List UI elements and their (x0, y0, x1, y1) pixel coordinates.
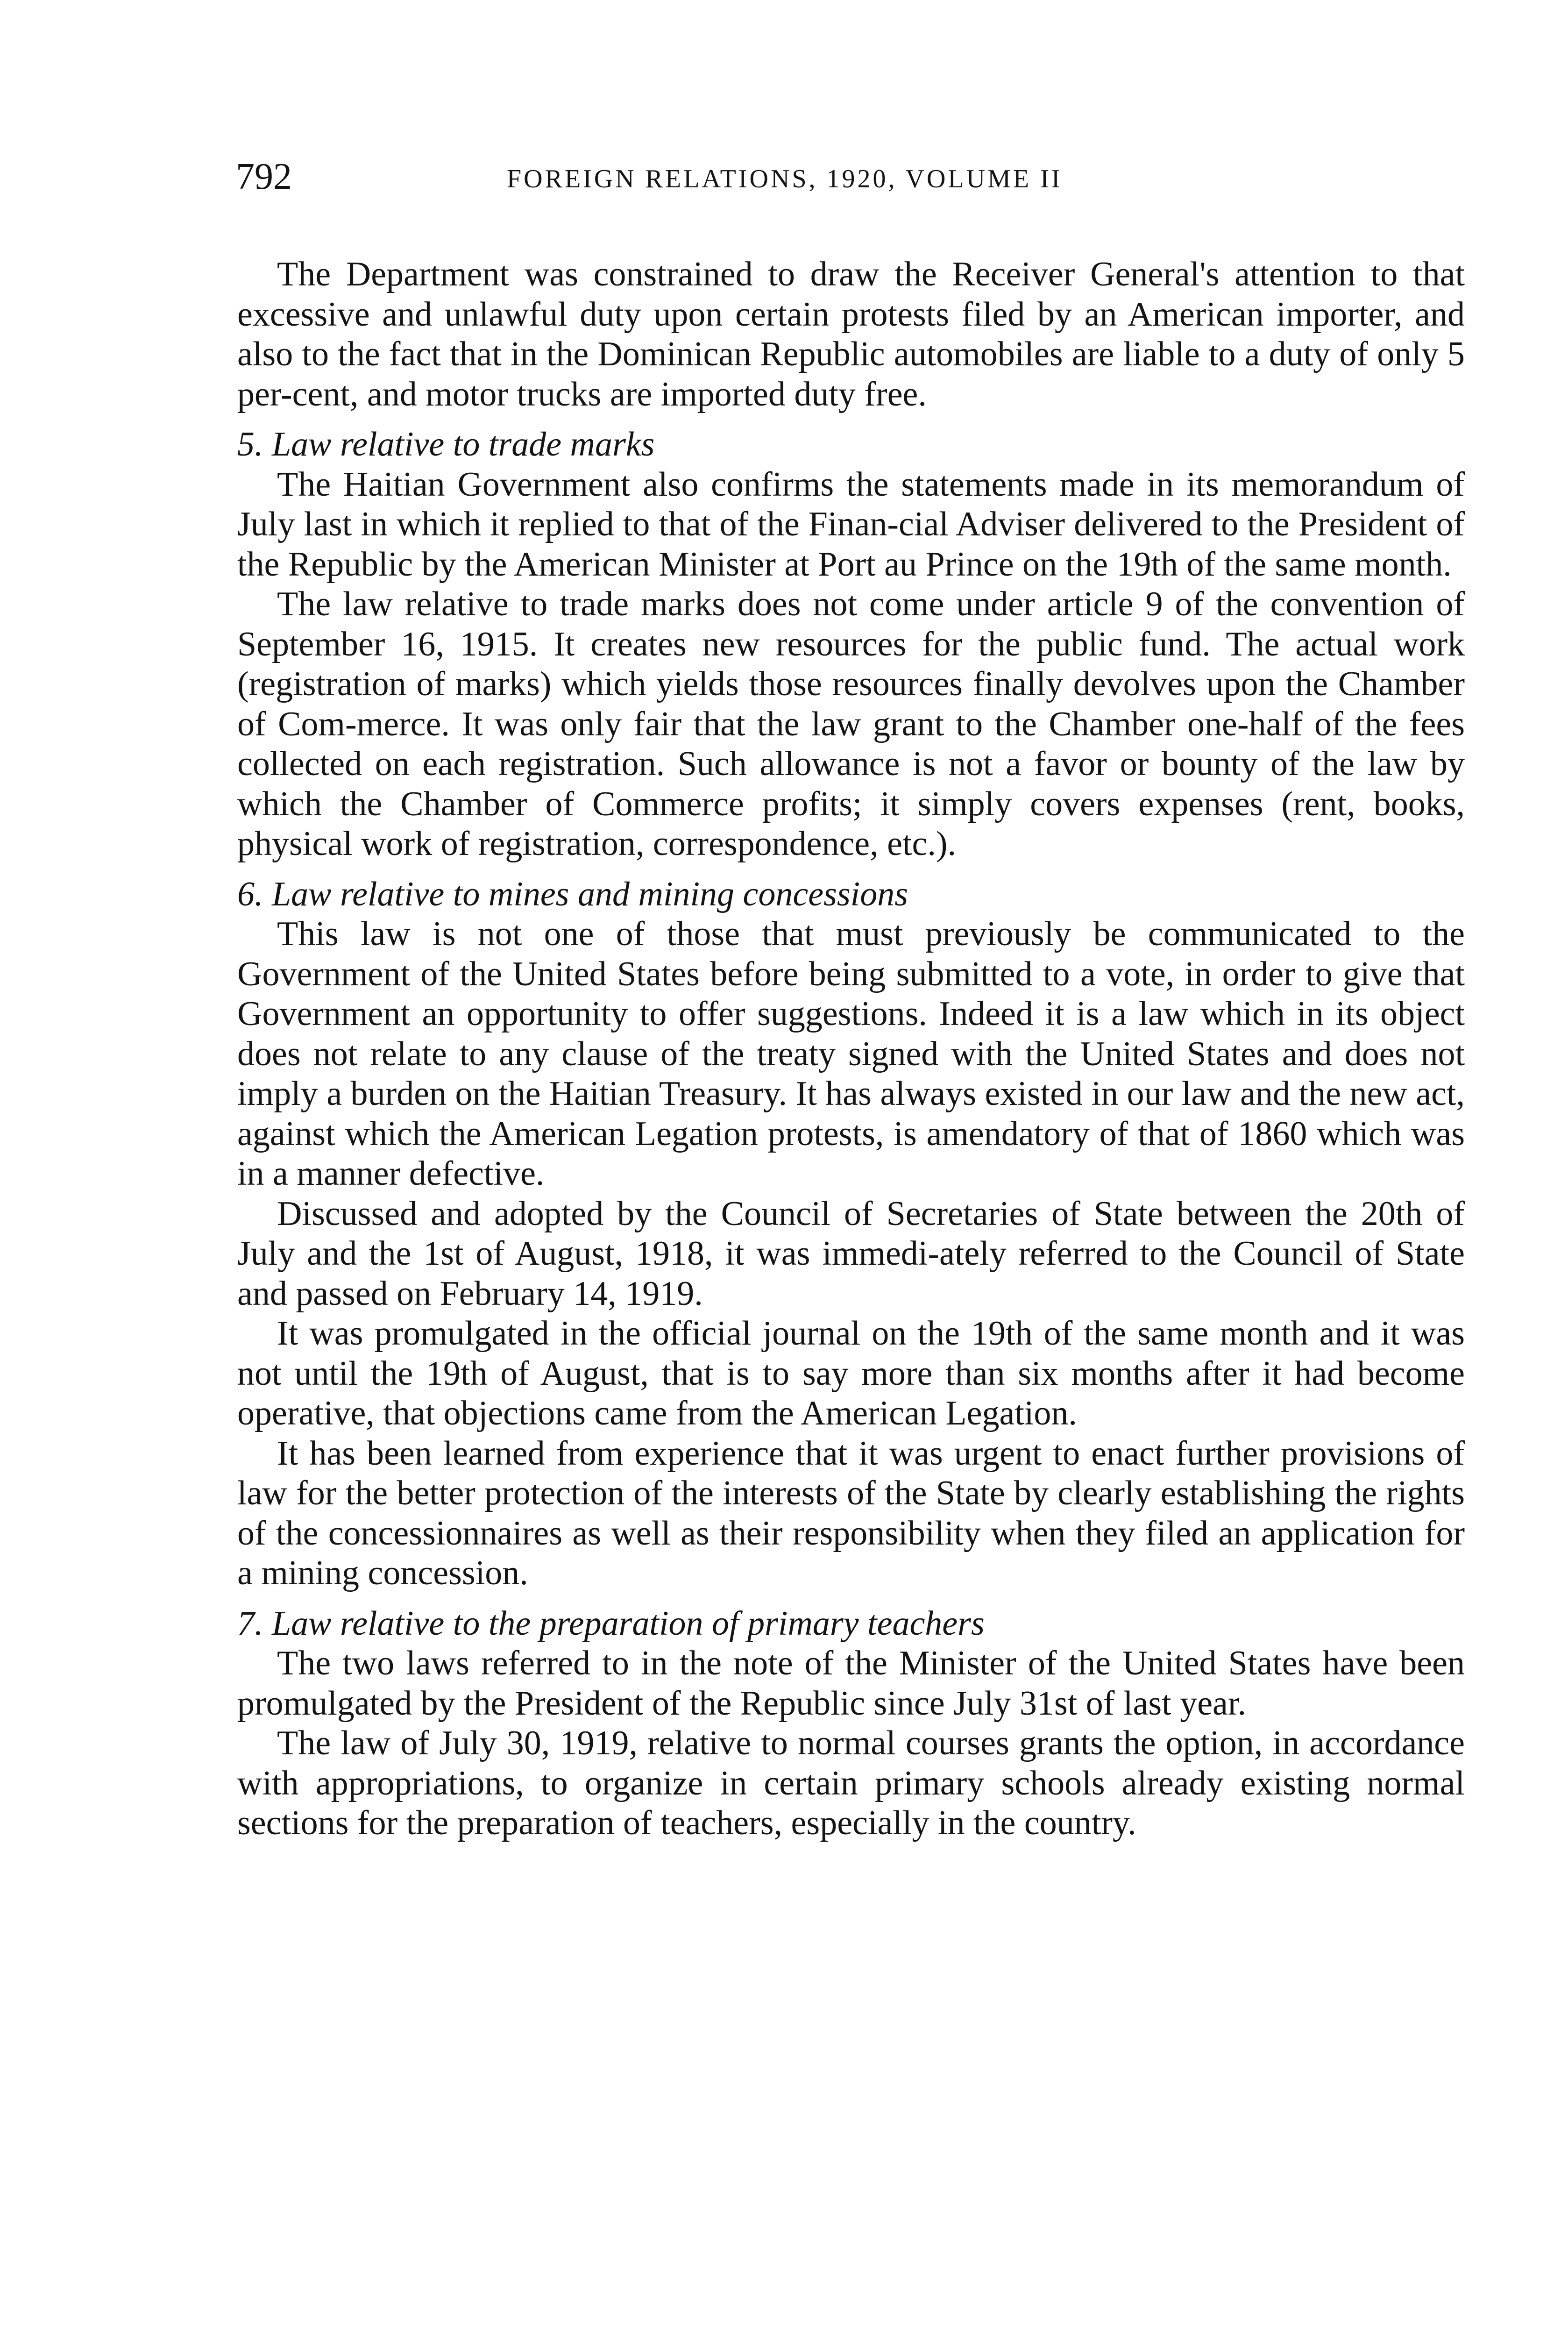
running-title: FOREIGN RELATIONS, 1920, VOLUME II (507, 164, 1063, 193)
section-number: 5. (237, 425, 263, 463)
paragraph-trade-marks-article-9: The law relative to trade marks does not come under article 9 of the convention of September 16, 1915. It creates new resources for the public fund. The actual work (registration of marks) which yields those resources finally devolves upon the Chamber of Com-merce. It was only fair that the law grant to the Chamber one-half of the fees collected on each registration. Such allowance is not a favor or bounty of the law by which the Chamber of Commerce profits; it simply covers expenses (rent, books, physical work of registration, correspondence, etc.). (237, 585, 1465, 863)
body-text (237, 255, 1465, 1844)
paragraph-mines-promulgated: It was promulgated in the official journal on the 19th of the same month and it was not until the 19th of August, that is to say more than six months after it had become operative, that objections came from the American Legation. (237, 1314, 1465, 1432)
section-heading-teachers (237, 1604, 1465, 1644)
section-heading-mines (237, 875, 1465, 915)
paragraph-trade-marks-memorandum: The Haitian Government also confirms the statements made in its memorandum of July last in which it replied to that of the Finan-cial Adviser delivered to the President of the Republic by the American Minister at Port au Prince on the 19th of the same month. (237, 465, 1465, 584)
paragraph-receiver-general-duty: The Department was constrained to draw the Receiver General's attention to that excessive and unlawful duty upon certain protests filed by an American importer, and also to the fact that in the Dominican Republic automobiles are liable to a duty of only 5 per-cent, and motor trucks are imported duty free. (237, 255, 1465, 413)
paragraph-mines-experience: It has been learned from experience that it was urgent to enact further provisions of law for the better protection of the interests of the State by clearly establishing the rights of the concessionnaires as well as their responsibility when they filed an application for a mining concession. (237, 1434, 1465, 1592)
paragraph-mines-not-communicated: This law is not one of those that must previously be communicated to the Government of the United States before being submitted to a vote, in order to give that Government an opportunity to offer suggestions. Indeed it is a law which in its object does not relate to any clause of the treaty signed with the United States and does not imply a burden on the Haitian Treasury. It has always existed in our law and the new act, against which the American Legation protests, is amendatory of that of 1860 which was in a manner defective. (237, 915, 1465, 1193)
section-number: 6. (237, 875, 263, 913)
section-title: Law relative to mines and mining concessions (272, 875, 908, 913)
paragraph-mines-adopted: Discussed and adopted by the Council of Secretaries of State between the 20th of July and the 1st of August, 1918, it was immedi-ately referred to the Council of State and passed on February 14, 1919. (237, 1194, 1465, 1313)
section-title: Law relative to the preparation of primary teachers (272, 1604, 985, 1643)
paragraph-teachers-two-laws: The two laws referred to in the note of the Minister of the United States have been promulgated by the President of the Republic since July 31st of last year. (237, 1644, 1465, 1723)
running-header (236, 149, 1301, 205)
section-number: 7. (237, 1604, 263, 1643)
page-number: 792 (236, 156, 292, 197)
section-title: Law relative to trade marks (272, 425, 655, 463)
paragraph-teachers-normal-courses: The law of July 30, 1919, relative to normal courses grants the option, in accordance with appropriations, to organize in certain primary schools already existing normal sections for the preparation of teachers, especially in the country. (237, 1724, 1465, 1842)
section-heading-trade-marks (237, 425, 1465, 465)
